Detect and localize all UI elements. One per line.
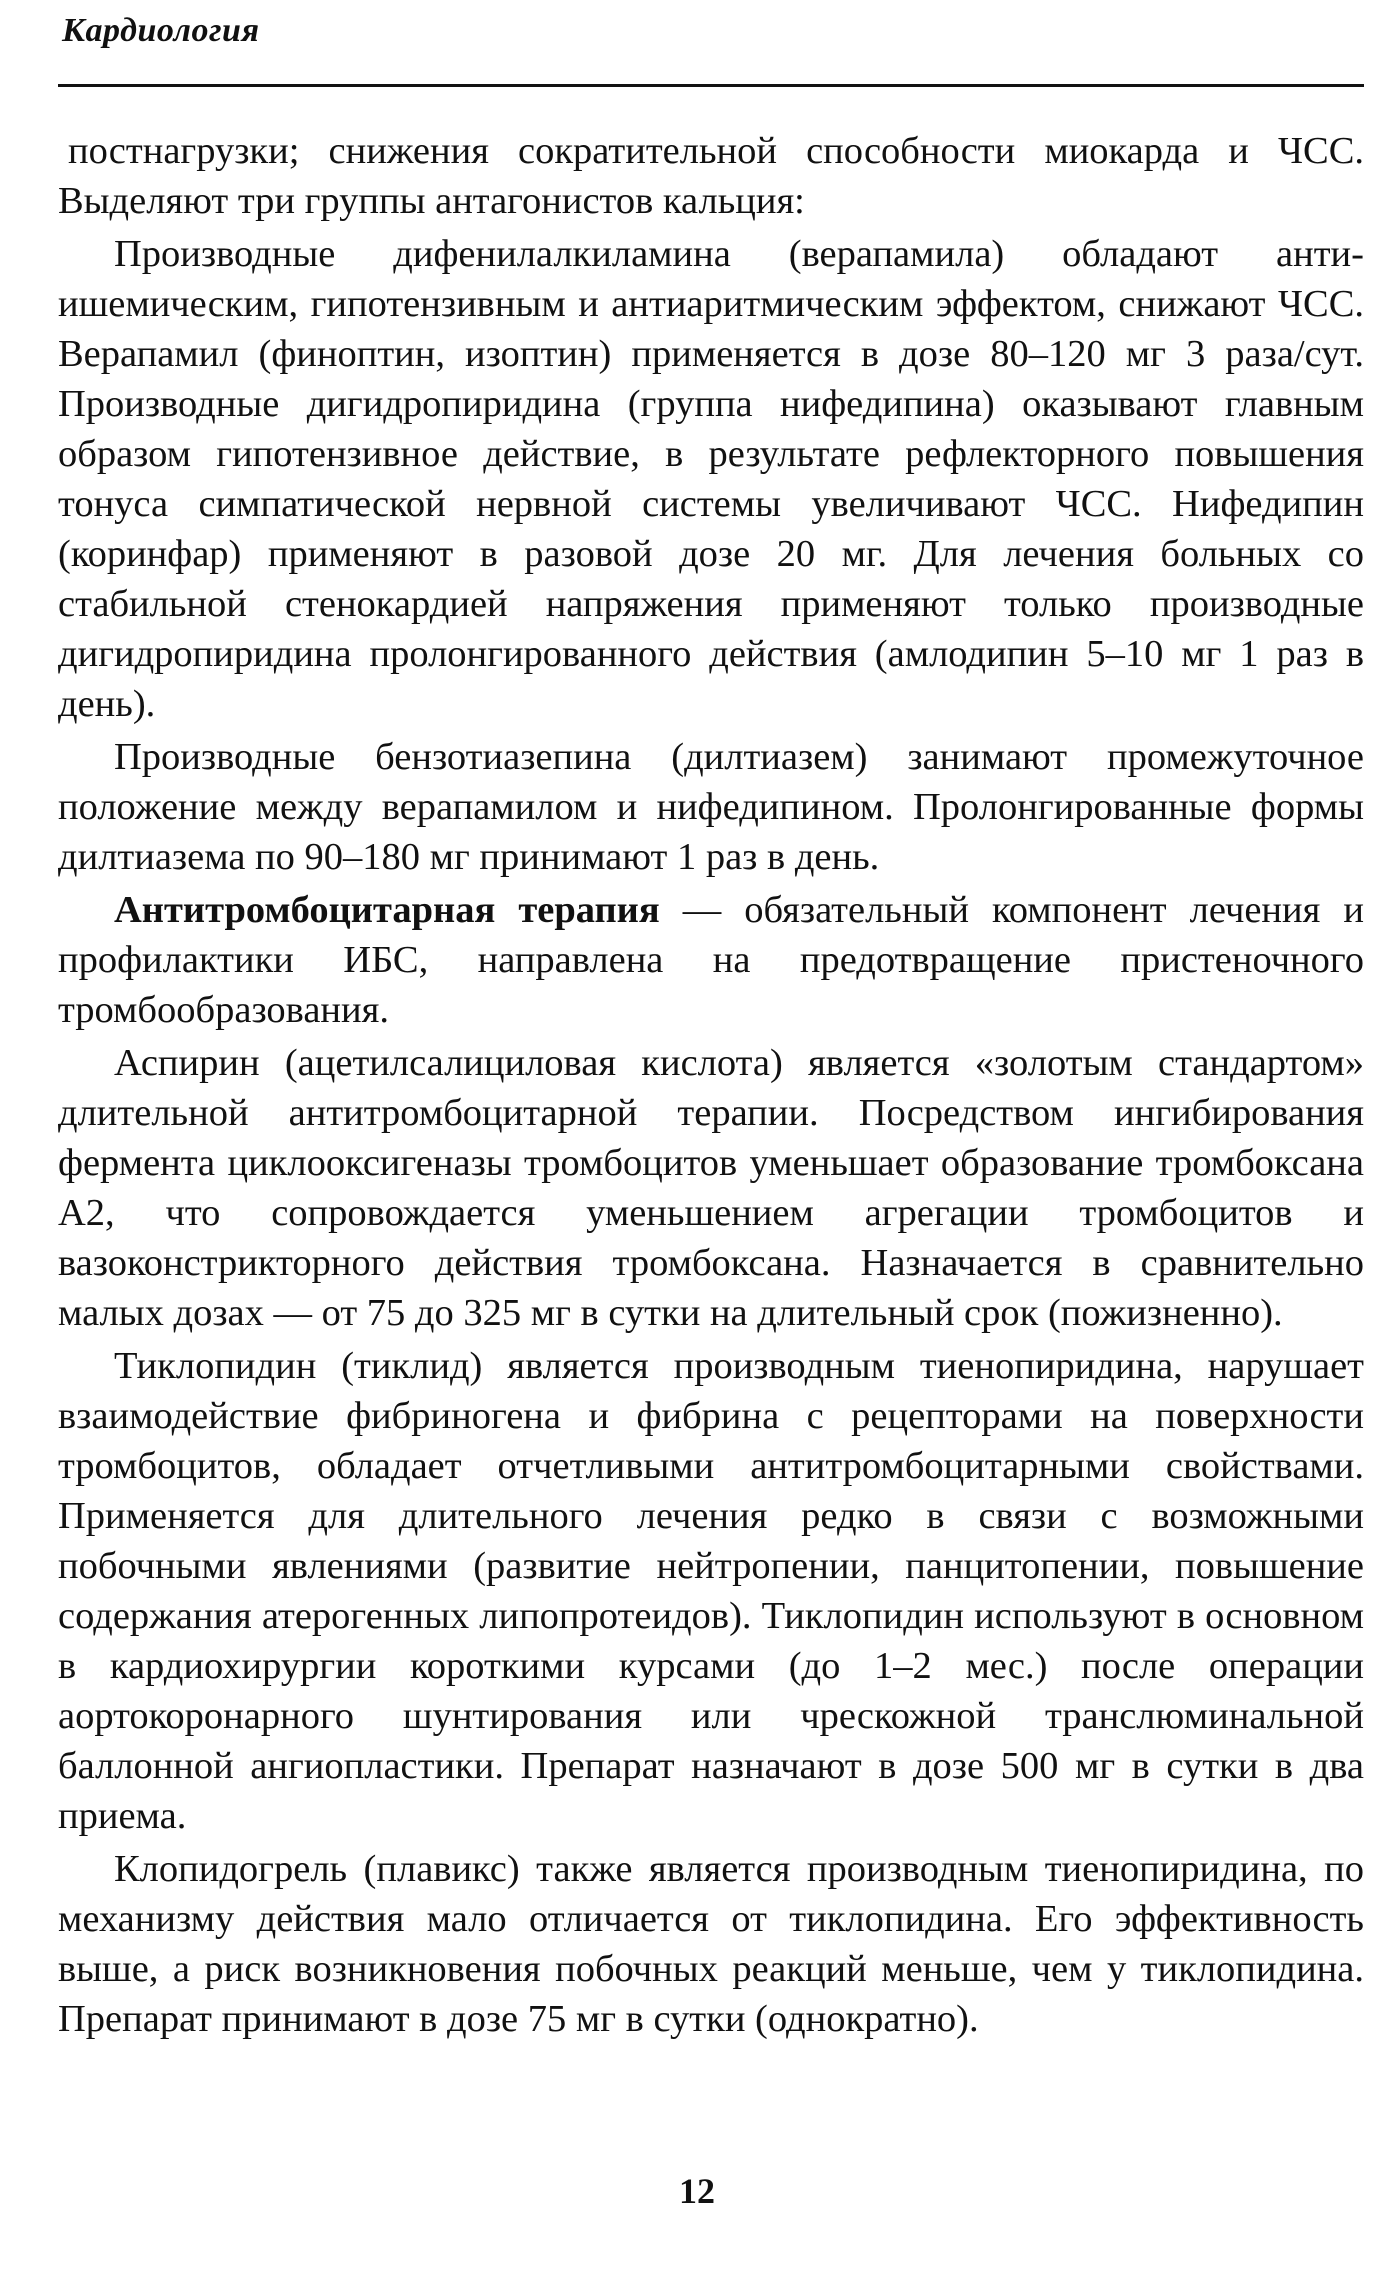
body-text (58, 126, 1364, 2047)
paragraph-continuation: постнагрузки; снижения сократительной способности миокарда и ЧСС. Выделяют три группы антагонистов кальция: (58, 130, 1364, 222)
paragraph-phenylalkylamines: Производные дифенилалкиламина (верапамила) обладают антиишемическим, гипотензивным и антиаритмическим эффектом, снижают ЧСС. Верапамил (финоптин, изоптин) применяется в дозе 80–120 мг 3 раза/сут. Производные дигидропиридина (группа нифедипина) оказывают главным образом гипотензивное действие, в результате рефлекторного повышения тонуса симпатической нервной системы увеличивают ЧСС. Нифедипин (коринфар) применяют в разовой дозе 20 мг. Для лечения больных со стабильной стенокардией напряжения применяют только производные дигидропиридина пролонгированного действия (амлодипин 5–10 мг 1 раз в день). (58, 233, 1364, 725)
header-rule (58, 84, 1364, 87)
paragraph-antiplatelet-therapy: Антитромбоцитарная терапия — обязательный компонент лечения и профилактики ИБС, направлена на предотвращение пристеночного тромбообразования. (58, 889, 1364, 1031)
paragraph-benzothiazepines: Производные бензотиазепина (дилтиазем) занимают промежуточное положение между верапамилом и нифедипином. Пролонгированные формы дилтиазема по 90–180 мг принимают 1 раз в день. (58, 736, 1364, 878)
term-antiplatelet-therapy: Антитромбоцитарная терапия (114, 889, 660, 931)
paragraph-clopidogrel: Клопидогрель (плавикс) также является производным тиенопиридина, по механизму действия мало отличается от тиклопидина. Его эффективность выше, а риск возникновения побочных реакций меньше, чем у тиклопидина. Препарат принимают в дозе 75 мг в сутки (однократно). (58, 1848, 1364, 2040)
paragraph-aspirin: Аспирин (ацетилсалициловая кислота) является «золотым стандартом» длительной антитромбоцитарной терапии. Посредством ингибирования фермента циклооксигеназы тромбоцитов уменьшает образование тромбоксана А2, что сопровождается уменьшением агрегации тромбоцитов и вазоконстрикторного действия тромбоксана. Назначается в сравнительно малых дозах — от 75 до 325 мг в сутки на длительный срок (пожизненно). (58, 1042, 1364, 1334)
paragraph-ticlopidine: Тиклопидин (тиклид) является производным тиенопиридина, нарушает взаимодействие фибриногена и фибрина с рецепторами на поверхности тромбоцитов, обладает отчетливыми антитромбоцитарными свойствами. Применяется для длительного лечения редко в связи с возможными побочными явлениями (развитие нейтропении, панцитопении, повышение содержания атерогенных липопротеидов). Тиклопидин используют в основном в кардиохирургии короткими курсами (до 1–2 мес.) после операции аортокоронарного шунтирования или чрескожной транслюминальной баллонной ангиопластики. Препарат назначают в дозе 500 мг в сутки в два приема. (58, 1345, 1364, 1837)
running-title: Кардиология (62, 12, 260, 49)
page-number: 12 (679, 2171, 715, 2211)
